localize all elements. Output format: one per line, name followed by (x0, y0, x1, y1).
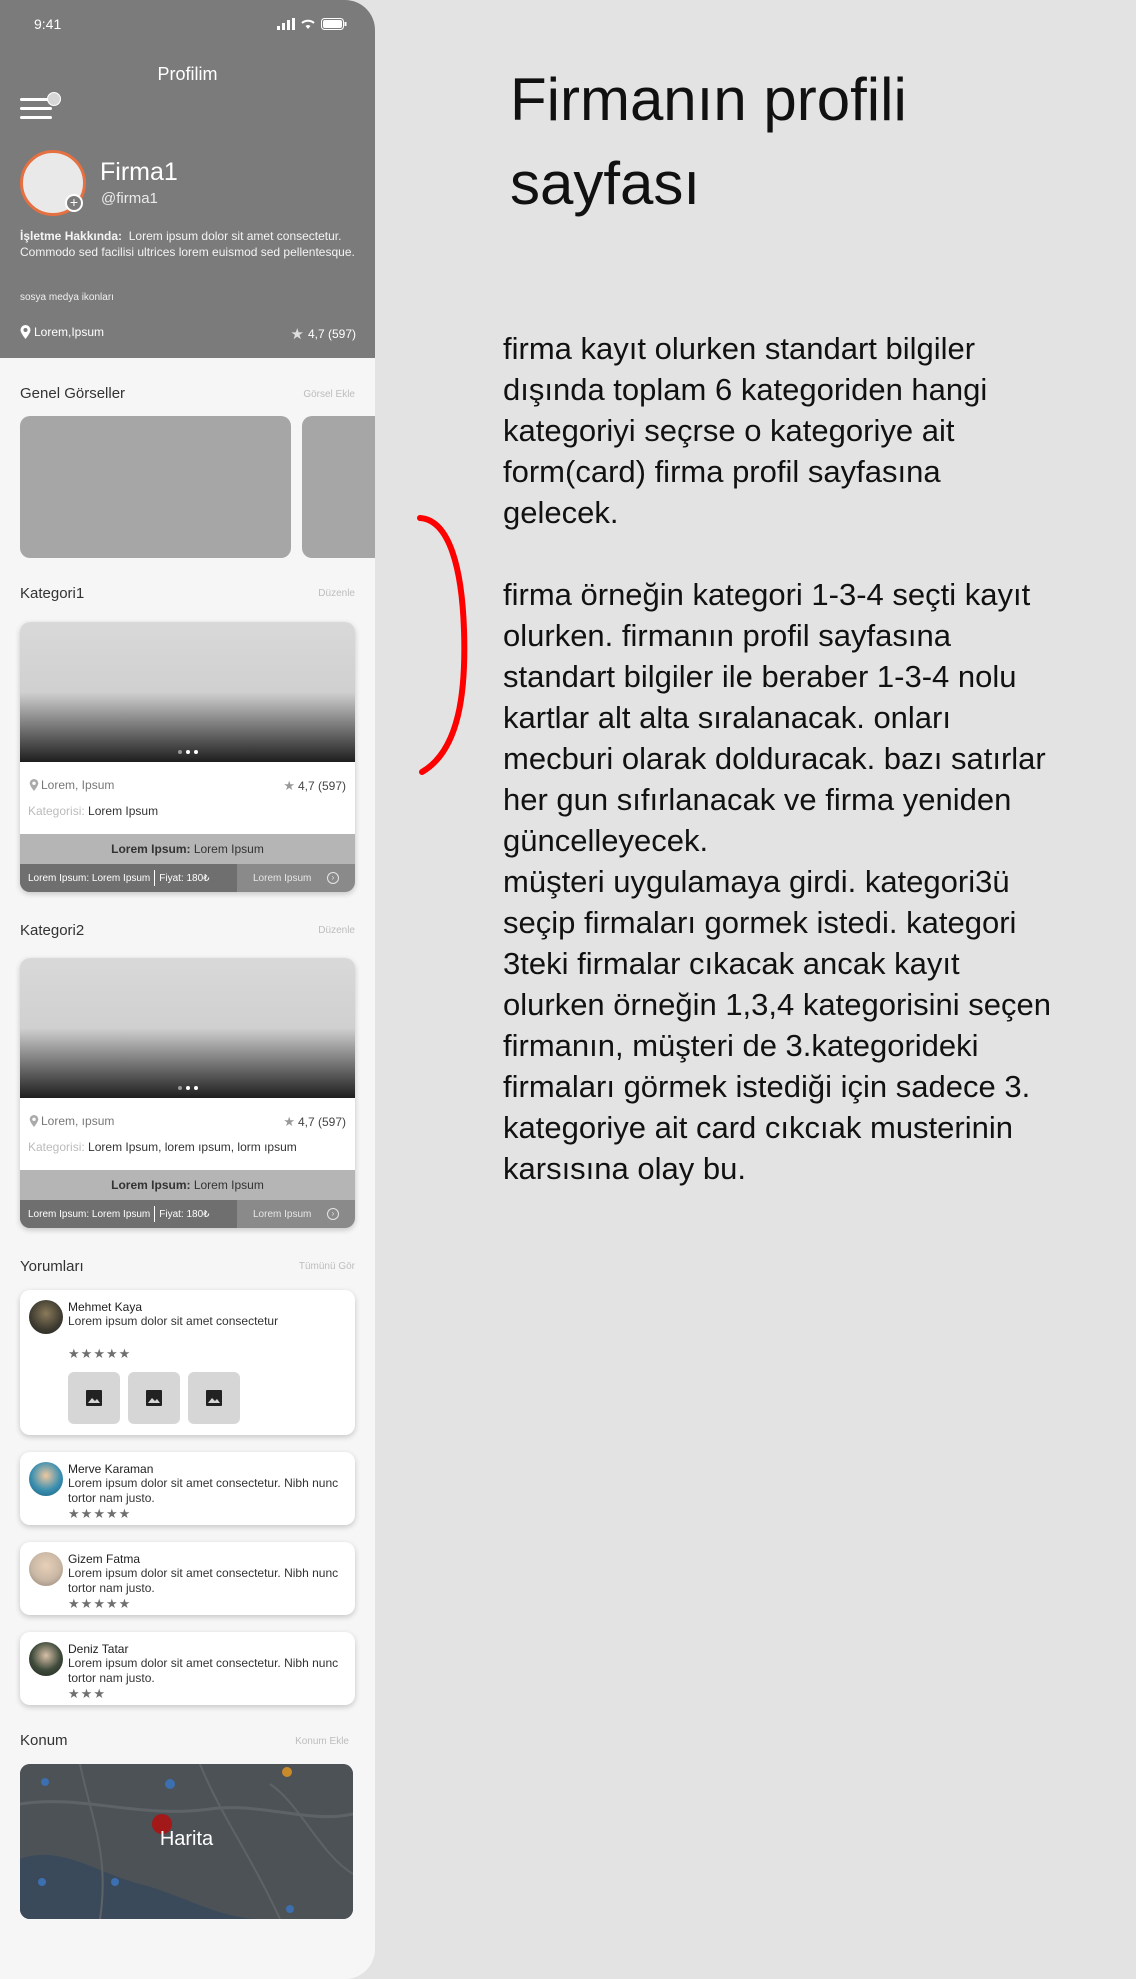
card-image-carousel[interactable] (20, 622, 355, 762)
edit-category-link[interactable]: Düzenle (318, 925, 355, 936)
card-category (28, 1140, 297, 1154)
annotation-paragraph: firma örneğin kategori 1-3-4 seçti kayıt olurken. firmanın profil sayfasına standart bilgiler ile beraber 1-3-4 nolu kartlar alt alta sıralanacak. onları mecburi olarak dolduracak. bazı satırlar her gun sıfırlanacak ve firma yeniden güncelleyecek. (503, 577, 1046, 858)
review-image[interactable] (188, 1372, 240, 1424)
card-footer (20, 864, 355, 892)
location-pin-icon (29, 1115, 39, 1127)
card-rating-text: 4,7 (597) (297, 1115, 346, 1129)
review-card (20, 1452, 355, 1525)
edit-category-link[interactable]: Düzenle (318, 588, 355, 599)
carousel-dots[interactable] (20, 1086, 355, 1090)
card-image-carousel[interactable] (20, 958, 355, 1098)
location-pin-icon (20, 325, 31, 339)
band-value: Lorem Ipsum (193, 1178, 264, 1192)
header-location-text: Lorem,Ipsum (34, 325, 105, 339)
review-text: Lorem ipsum dolor sit amet consectetur (68, 1314, 279, 1328)
review-card (20, 1290, 355, 1435)
location-pin-icon (29, 779, 39, 791)
card-location-text: Lorem, Ipsum (41, 778, 115, 792)
footer-action-label: Lorem Ipsum (253, 1208, 312, 1220)
review-stars: ★ ★ ★ ★ ★ (68, 1506, 131, 1521)
add-image-link[interactable]: Görsel Ekle (303, 389, 355, 400)
category-title: Kategori1 (20, 585, 85, 602)
add-location-link[interactable]: Konum Ekle (295, 1736, 349, 1747)
header-rating[interactable] (291, 325, 356, 343)
review-image[interactable] (128, 1372, 180, 1424)
card-location (29, 778, 114, 792)
review-image[interactable] (68, 1372, 120, 1424)
profile-header (0, 0, 375, 358)
annotation-body (503, 328, 1063, 1189)
reviewer-avatar (29, 1462, 63, 1496)
footer-detail: Lorem Ipsum: Lorem Ipsum (28, 872, 151, 884)
reviewer-avatar (29, 1642, 63, 1676)
footer-action-label: Lorem Ipsum (253, 872, 312, 884)
signal-icon (277, 18, 295, 30)
firm-handle: @firma1 (101, 190, 158, 207)
info-icon[interactable]: › (327, 872, 339, 884)
gallery-title: Genel Görseller (20, 385, 126, 402)
reviewer-name: Gizem Fatma (68, 1552, 141, 1566)
card-category (28, 804, 158, 818)
footer-price: Fiyat: 180₺ (159, 1208, 210, 1220)
card-footer (20, 1200, 355, 1228)
header-rating-text: 4,7 (597) (307, 327, 356, 341)
gallery-image[interactable] (302, 416, 375, 558)
review-text: Lorem ipsum dolor sit amet consectetur. Nibh nunc tortor nam justo. (68, 1476, 339, 1505)
status-icons (277, 18, 347, 30)
map-label: Harita (159, 1828, 214, 1850)
card-rating (283, 1114, 346, 1130)
image-icon (144, 1388, 164, 1408)
review-text: Lorem ipsum dolor sit amet consectetur. Nibh nunc tortor nam justo. (68, 1656, 339, 1685)
annotation-paragraph: firma kayıt olurken standart bilgiler dışında toplam 6 kategoriden hangi kategoriyi seçrse o kategoriye ait form(card) firma profil sayfasına gelecek. (503, 331, 988, 530)
card-location-text: Lorem, ıpsum (41, 1114, 115, 1128)
status-bar (34, 15, 347, 33)
image-icon (204, 1388, 224, 1408)
band-label: Lorem Ipsum: (111, 842, 191, 856)
card-info-band (20, 1170, 355, 1200)
review-card (20, 1632, 355, 1705)
add-photo-icon[interactable]: + (65, 194, 83, 212)
star-icon: ★ (290, 326, 304, 343)
reviewer-avatar (29, 1552, 63, 1586)
category-card[interactable] (20, 958, 355, 1228)
review-images (68, 1372, 240, 1424)
gallery-image[interactable] (20, 416, 291, 558)
wifi-icon (300, 18, 316, 30)
page-title: Profilim (157, 64, 218, 84)
footer-left (20, 1200, 237, 1228)
notification-dot (47, 92, 61, 106)
annotation-bracket (410, 510, 470, 785)
about-body: Lorem ipsum dolor sit amet consectetur. Commodo sed facilisi ultrices lorem euismod sed pellentesque. (20, 229, 355, 259)
review-card (20, 1542, 355, 1615)
card-category-value: Lorem Ipsum (88, 804, 159, 818)
header-location (20, 325, 104, 339)
reviewer-name: Mehmet Kaya (68, 1300, 143, 1314)
location-title: Konum (20, 1732, 68, 1749)
social-icons-placeholder: sosya medya ikonları (20, 292, 114, 303)
review-stars: ★ ★ ★ ★ ★ (68, 1346, 131, 1361)
category-card[interactable] (20, 622, 355, 892)
info-icon[interactable]: › (327, 1208, 339, 1220)
footer-price: Fiyat: 180₺ (159, 872, 210, 884)
review-stars: ★ ★ ★ (68, 1686, 105, 1701)
card-info-band (20, 834, 355, 864)
status-time: 9:41 (34, 16, 62, 32)
reviewer-avatar (29, 1300, 63, 1334)
map[interactable] (20, 1764, 353, 1919)
battery-icon (321, 18, 347, 30)
band-label: Lorem Ipsum: (111, 1178, 191, 1192)
about-label: İşletme Hakkında: (20, 229, 123, 243)
annotation-paragraph: müşteri uygulamaya girdi. kategori3ü seçip firmaları gormek istedi. kategori 3teki firmalar cıkacak ancak kayıt olurken örneğin 1,3,4 kategorisini seçen firmanın, müşteri de 3.kategorideki firmaları görmek istediği için sadece 3. kategoriye ait card cıkcıak musterinin karsısına olay bu. (503, 864, 1052, 1186)
card-rating-text: 4,7 (597) (297, 779, 346, 793)
footer-action[interactable] (237, 864, 355, 892)
footer-action[interactable] (237, 1200, 355, 1228)
image-icon (84, 1388, 104, 1408)
band-value: Lorem Ipsum (193, 842, 264, 856)
card-category-label: Kategorisi: (28, 804, 85, 818)
footer-detail: Lorem Ipsum: Lorem Ipsum (28, 1208, 151, 1220)
reviewer-name: Deniz Tatar (68, 1642, 129, 1656)
firm-name: Firma1 (100, 158, 178, 186)
review-stars: ★ ★ ★ ★ ★ (68, 1596, 131, 1611)
card-location (29, 1114, 114, 1128)
star-icon: ★ (283, 1114, 295, 1129)
annotation-title: Firmanın profili sayfası (510, 66, 907, 217)
card-rating (283, 778, 346, 794)
review-text: Lorem ipsum dolor sit amet consectetur. Nibh nunc tortor nam justo. (68, 1566, 339, 1595)
reviews-title: Yorumları (20, 1258, 84, 1275)
phone-screen (0, 0, 375, 1979)
star-icon: ★ (283, 778, 295, 793)
card-category-value: Lorem Ipsum, lorem ıpsum, lorm ıpsum (88, 1140, 297, 1154)
about-text (20, 228, 355, 260)
card-category-label: Kategorisi: (28, 1140, 85, 1154)
category-title: Kategori2 (20, 922, 85, 939)
footer-left (20, 864, 237, 892)
reviewer-name: Merve Karaman (68, 1462, 154, 1476)
see-all-reviews-link[interactable]: Tümünü Gör (298, 1261, 355, 1272)
carousel-dots[interactable] (20, 750, 355, 754)
